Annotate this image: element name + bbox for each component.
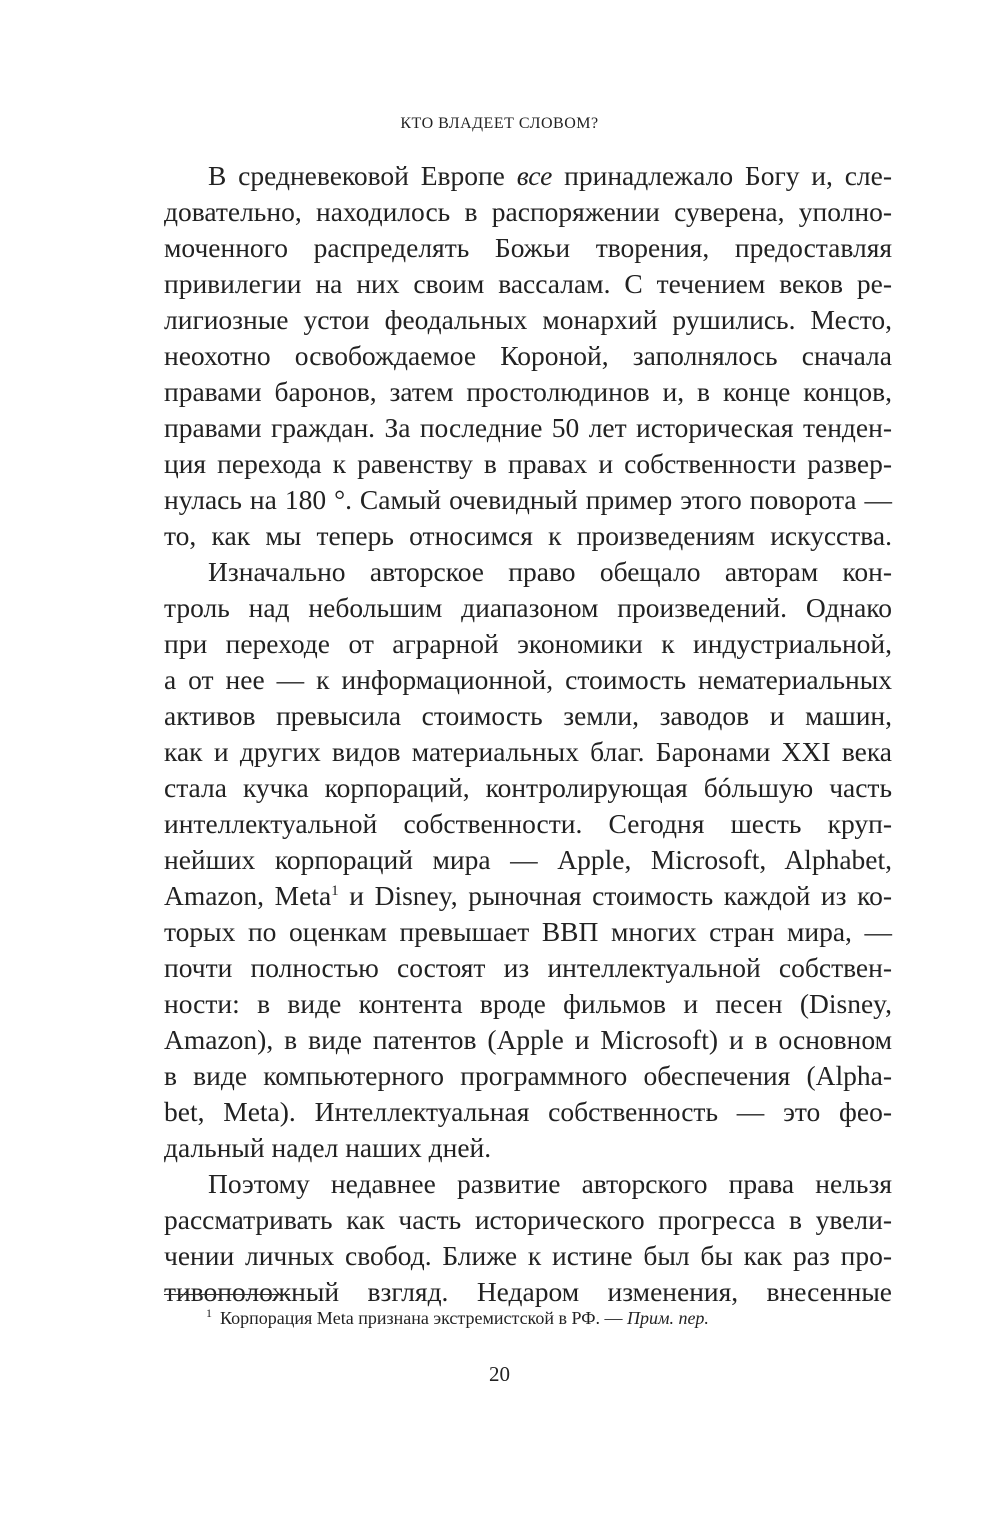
text-line: чении личных свобод. Ближе к истине был бы как раз про- — [164, 1240, 892, 1271]
text-line: тивоположный взгляд. Недаром изменения, внесенные — [164, 1276, 892, 1307]
text-line: Поэтому недавнее развитие авторского права нельзя — [208, 1168, 892, 1199]
text-line: лигиозные устои феодальных монархий рушились. Место, — [164, 304, 892, 335]
text-line: довательно, находилось в распоряжении суверена, уполно- — [164, 196, 892, 227]
footnote-reference[interactable]: 1 — [331, 882, 339, 899]
text-line: а от нее — к информационной, стоимость нематериальных — [164, 664, 892, 695]
body-text — [164, 158, 892, 1310]
text-line: как и других видов материальных благ. Баронами XXI века — [164, 736, 892, 767]
text-line: при переходе от аграрной экономики к индустриальной, — [164, 628, 892, 659]
text-line: bet, Meta). Интеллектуальная собственность — это фео- — [164, 1096, 892, 1127]
text-line: Изначально авторское право обещало авторам кон- — [208, 556, 892, 587]
text-line: ности: в виде контента вроде фильмов и песен (Disney, — [164, 988, 892, 1019]
text-line: привилегии на них своим вассалам. С течением веков ре- — [164, 268, 892, 299]
footnote-separator — [164, 1294, 290, 1295]
text-line: В средневековой Европе все принадлежало Богу и, сле- — [208, 160, 892, 191]
running-head: КТО ВЛАДЕЕТ СЛОВОМ? — [400, 115, 599, 132]
text-line: рассматривать как часть исторического прогресса в увели- — [164, 1204, 892, 1235]
text-line: интеллектуальной собственности. Сегодня шесть круп- — [164, 808, 892, 839]
text-line: то, как мы теперь относимся к произведениям искусства. — [164, 520, 892, 551]
text-line: стала кучка корпораций, контролирующая бóльшую часть — [164, 772, 892, 803]
text-line: Amazon), в виде патентов (Apple и Microsoft) и в основном — [164, 1024, 892, 1055]
footnote-mark: 1 — [206, 1306, 212, 1320]
footnote-text: Корпорация Meta признана экстремистской в РФ. — — [220, 1308, 627, 1328]
text-line: активов превысила стоимость земли, заводов и машин, — [164, 700, 892, 731]
text-line: неохотно освобождаемое Короной, заполнялось сначала — [164, 340, 892, 371]
text-line: нейших корпораций мира — Apple, Microsoft, Alphabet, — [164, 844, 892, 875]
text-line: дальный надел наших дней. — [164, 1132, 492, 1163]
text-line: ция перехода к равенству в правах и собственности развер- — [164, 448, 892, 479]
emphasis: все — [516, 160, 553, 191]
footnote — [206, 1305, 709, 1331]
text-line: правами граждан. За последние 50 лет историческая тенден- — [164, 412, 892, 443]
text-line: троль над небольшим диапазоном произведений. Однако — [164, 592, 892, 623]
text-line: нулась на 180 °. Самый очевидный пример этого поворота — — [164, 484, 892, 515]
text-line: почти полностью состоят из интеллектуальной собствен- — [164, 952, 892, 983]
text-line: торых по оценкам превышает ВВП многих стран мира, — — [164, 916, 892, 947]
text-line: правами баронов, затем простолюдинов и, в конце концов, — [164, 376, 892, 407]
text-line: моченного распределять Божьи творения, предоставляя — [164, 232, 892, 263]
text-line: в виде компьютерного программного обеспечения (Alpha- — [164, 1060, 892, 1091]
text-line: Amazon, Meta$^1$ и Disney, рыночная стоимость каждой из ко- — [164, 880, 892, 911]
footnote-note: Прим. пер. — [626, 1308, 709, 1328]
page-number: 20 — [489, 1362, 510, 1386]
